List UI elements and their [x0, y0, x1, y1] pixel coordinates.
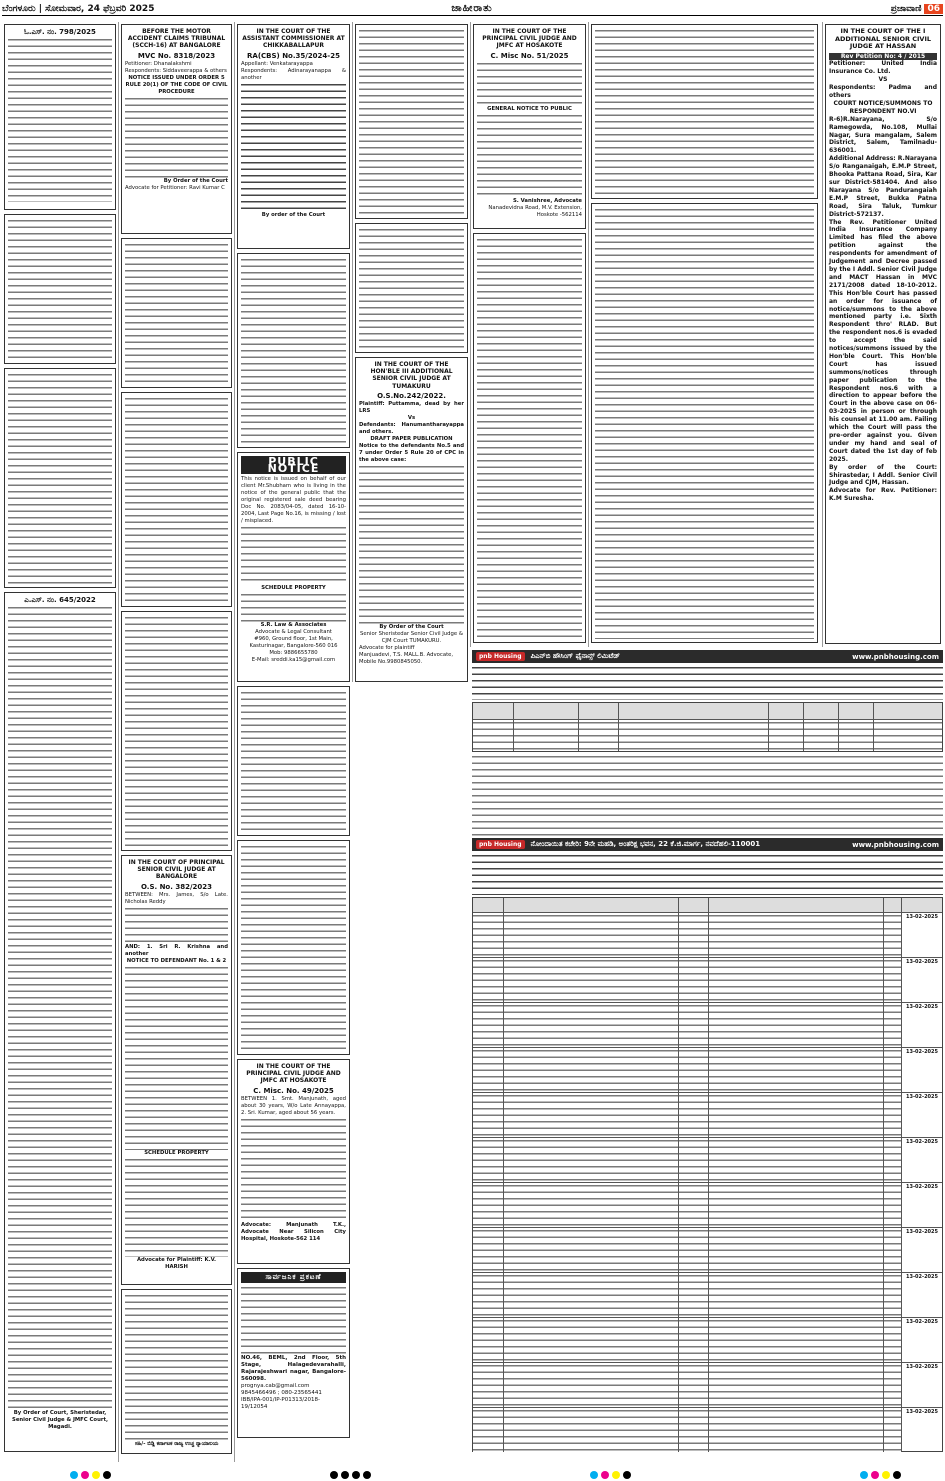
pnb-title: ನೋಂದಾಯಿತ ಕಚೇರಿ: 9ನೇ ಮಹಡಿ, ಅಂತರಿಕ್ಷ ಭವನ, 22 ಕೆ.ಜಿ.ಮಾರ್ಗ, ನವದೆಹಲಿ-110001: [530, 840, 761, 848]
masthead-section: ಜಾಹೀರಾತು: [451, 3, 493, 14]
table-row: [473, 957, 942, 1002]
notice-body: BETWEEN 1. Smt. Manjunath, aged about 30 years, W/o Late Annayappa, 2. Sri. Kumar, aged about 56 years.: [241, 1095, 346, 1116]
court-notice: [121, 392, 232, 607]
notice-text: [8, 372, 112, 584]
table-row: [473, 1407, 942, 1452]
table-row: [473, 1137, 942, 1182]
terms-text: [472, 754, 943, 842]
column-7: [822, 22, 943, 647]
advocate: Advocate for Petitioner: Ravi Kumar C: [125, 184, 225, 191]
court-notice: [591, 203, 818, 643]
auction-date: 13-02-2025: [901, 1048, 942, 1092]
registration-marks: [590, 1471, 631, 1479]
court-notice: [237, 253, 350, 448]
pnb-header: [472, 838, 943, 851]
phone: 9845466496 ; 080-23565441: [241, 1390, 322, 1396]
notice-text: [595, 28, 814, 195]
auction-date: 13-02-2025: [901, 913, 942, 957]
notice-heading: IN THE COURT OF THE HON'BLE III ADDITIONAL SENIOR CIVIL JUDGE AT TUMAKURU: [370, 361, 453, 390]
notice-text: [8, 605, 112, 1410]
cyan-dot: [590, 1471, 598, 1479]
masthead-date: ಬೆಂಗಳೂರು | ಸೋಮವಾರ, 24 ಫೆಬ್ರವರಿ 2025: [2, 3, 155, 14]
notice-text: [359, 464, 464, 624]
case-number: C. Misc No. 51/2025: [490, 51, 569, 60]
email: prognya.cab@gmail.com: [241, 1383, 310, 1389]
ac-notice: [237, 24, 350, 249]
notice-text: [477, 237, 582, 639]
cyan-dot: [860, 1471, 868, 1479]
notice-body: The Rev. Petitioner United India Insurance Company Limited has filed the above petition against the respondents for amendment of Judgement and Decree passed by the I Addl. Senior Civil Judge and MACT Hassan in MVC 2171/2008 dated 18-10-2012. This Hon'ble Court has passed an order for issuance of notice/summons to the above mentioned party i.e. Sixth Respondent thro' RLAD. But the respondent nos.6 is evaded to accept the said notices/summons issued by the Hon'ble Court. This Hon'ble Court has issued summons/notices through paper publication to the Respondent nos.6 with a direction to appear before the Court in the above case on 06-03-2025 in person or through his counsel at 11.00 am. Failing which the Court will pass the pre-order against you. Given under my hand and seal of Court dated the 1st day of feb 2025.: [829, 218, 937, 463]
auction-date: 13-02-2025: [901, 1318, 942, 1362]
notice-text: [125, 965, 228, 1150]
notice-text: [241, 257, 346, 444]
table-row: [473, 1362, 942, 1407]
notice-text: [472, 665, 943, 700]
registration-number: IBB/IPA-001/IP-P01313/2018-19/12054: [241, 1397, 321, 1410]
cyan-dot: [70, 1471, 78, 1479]
black-dot: [363, 1471, 371, 1479]
court-notice: [237, 686, 350, 836]
column-1: [2, 22, 118, 1462]
rev-petition-notice: [825, 24, 941, 644]
pnb-header: [472, 650, 943, 663]
table-row: [473, 1272, 942, 1317]
notice-heading: IN THE COURT OF THE I ADDITIONAL SENIOR CIVIL JUDGE AT HASSAN: [834, 27, 932, 50]
notice-heading: IN THE COURT OF THE ASSISTANT COMMISSIONER AT CHIKKABALLAPUR: [242, 28, 345, 50]
cmisc-notice: [473, 24, 586, 229]
yellow-dot: [92, 1471, 100, 1479]
auction-table: [472, 897, 943, 1452]
court-notice: [121, 238, 232, 388]
registration-marks: [860, 1471, 901, 1479]
cmisc-notice: [237, 1059, 350, 1264]
case-number: ಓ.ಎಸ್. ನಂ. 798/2025: [24, 28, 96, 36]
court-order: By order of the Court: [261, 211, 326, 218]
auction-date: 13-02-2025: [901, 1273, 942, 1317]
notice-text: [477, 113, 582, 198]
case-number: MVC No. 8318/2023: [137, 51, 216, 60]
schedule-heading: SCHEDULE PROPERTY: [144, 1149, 209, 1156]
defendants: AND: 1. Sri R. Krishna and another: [125, 943, 228, 957]
table-row: [473, 719, 942, 751]
magenta-dot: [81, 1471, 89, 1479]
petitioner: Petitioner: Dhanalakshmi: [125, 60, 192, 67]
os-notice: [121, 855, 232, 1285]
auction-date: 13-02-2025: [901, 1003, 942, 1047]
notice-heading: IN THE COURT OF PRINCIPAL SENIOR CIVIL JUDGE AT BANGALORE: [128, 859, 225, 881]
notice-text: [125, 96, 228, 178]
brand-name: ಪ್ರಜಾವಾಣಿ: [890, 3, 922, 14]
table-row: [473, 1227, 942, 1272]
respondent-address: R-6)R.Narayana, S/o Ramegowda, No.108, Mullai Nagar, Sura mangalam, Salem District, Salem, Tamilnadu-636001.: [829, 115, 937, 155]
advocate: Manjuadevi, T.S. MALL.B. Advocate,: [359, 651, 454, 658]
versus: Vs: [407, 414, 416, 421]
petitioner: Petitioner: United India Insurance Co. Ltd.: [829, 60, 937, 76]
advocate: Advocate for Plaintiff: K.V. HARISH: [136, 1256, 217, 1270]
notice-text: [8, 218, 112, 360]
respondent-address-additional: Additional Address: R.Narayana S/o Ranganaigah, E.M.P Street, Bhooka Pattana Road, Sira, Kar sur District-581404. And also Narayana S/o Pandurangaiah E.M.P Street, Bukka Patna Road, Sira Taluk, Tumkur District-572137.: [829, 155, 937, 218]
notice-subheading: NOTICE TO DEFENDANT No. 1 & 2: [126, 957, 227, 964]
defendants: Defendants: Hanumantharayappa and others.: [359, 421, 464, 435]
notice-text: [241, 844, 346, 1051]
notice-text: [125, 906, 228, 944]
notice-subheading: COURT NOTICE/SUMMONS TO RESPONDENT NO.VI: [833, 99, 933, 115]
column-5: [470, 22, 588, 647]
notice-heading: IN THE COURT OF THE PRINCIPAL CIVIL JUDGE AND JMFC AT HOSAKOTE: [482, 28, 577, 50]
court-notice: [121, 611, 232, 851]
notice-text: [241, 1285, 346, 1355]
notice-text: [241, 1117, 346, 1222]
column-4: [352, 22, 470, 682]
column-2: [118, 22, 234, 1462]
table-header-row: [473, 898, 942, 912]
pnb-website: www.pnbhousing.com: [852, 652, 939, 661]
address: NO.46, BEML, 2nd Floor, 5th Stage, Halagedevarahalli, Rajarajeshwari nagar, Bangalore-560098.: [241, 1355, 346, 1382]
magenta-dot: [871, 1471, 879, 1479]
respondents: Respondents: Adinarayanappa & another: [241, 67, 346, 81]
court-signature: ಸಹಿ/- ಬಿಡ್ಡಿ ಕರ್ನಾಟಕ ರಾಜ್ಯ ಉಚ್ಚ ನ್ಯಾಯಾಲಯ: [134, 1441, 219, 1447]
advocate: S. Vanishree, Advocate: [512, 197, 582, 204]
schedule-heading: SCHEDULE PROPERTY: [261, 585, 326, 591]
black-dot: [623, 1471, 631, 1479]
court-notice: [4, 24, 116, 210]
plaintiff: BETWEEN: Mrs. James, S/o Late. Nicholas Reddy: [125, 891, 228, 905]
case-number: RA(CBS) No.35/2024-25: [247, 51, 340, 60]
case-number: ಎ.ಎಸ್. ನಂ. 645/2022: [24, 596, 96, 604]
appellant: Appellant: Venkatarayappa: [241, 60, 313, 67]
law-firm-email: E-Mail: sreddi.ka15@gmail.com: [251, 657, 336, 663]
black-dot: [341, 1471, 349, 1479]
magenta-dot: [601, 1471, 609, 1479]
law-firm-phone: Mob: 9886655780: [269, 650, 318, 656]
notice-text: [8, 37, 112, 202]
notice-text: [477, 61, 582, 106]
court-notice: [121, 1289, 232, 1454]
advocate-address: Nanadevidna Road, M.V. Extension, Hoskote -562114: [488, 204, 582, 218]
law-firm: S.R. Law & Associates: [260, 622, 327, 628]
pnb-title: ಪಿಎನ್‌ಬಿ ಹೌಸಿಂಗ್ ಫೈನಾನ್ಸ್ ಲಿಮಿಟೆಡ್: [530, 652, 620, 660]
schedule-text: [125, 1157, 228, 1257]
notice-text: [472, 853, 943, 895]
court-order: By Order of the Court: [379, 623, 444, 630]
public-notice-heading: PUBLIC NOTICE: [241, 456, 346, 474]
notice-text: [241, 525, 346, 585]
plaintiff: Plaintiff: Puttamma, dead by her LRS: [359, 400, 464, 414]
court-notice: [355, 223, 468, 353]
notice-subheading: GENERAL NOTICE TO PUBLIC: [487, 105, 572, 112]
pnb-housing-notice-1: [472, 650, 943, 832]
auction-date: 13-02-2025: [901, 1183, 942, 1227]
schedule-text: [241, 592, 346, 622]
law-firm-title: Advocate & Legal Consultant: [255, 629, 332, 635]
court-notice: [355, 24, 468, 219]
pnb-logo: pnb Housing: [476, 652, 525, 661]
auction-date: 13-02-2025: [901, 1093, 942, 1137]
public-notice-ka: [237, 1268, 350, 1438]
yellow-dot: [612, 1471, 620, 1479]
pnb-logo: pnb Housing: [476, 840, 525, 849]
case-number: O.S. No. 382/2023: [140, 882, 212, 891]
yellow-dot: [882, 1471, 890, 1479]
court-signature: By Order of Court, Sheristedar, Senior Civil Judge & JMFC Court, Magadi.: [12, 1410, 108, 1430]
advocate: Advocate for Rev. Petitioner: K.M Suresha.: [829, 487, 937, 503]
black-dot: [330, 1471, 338, 1479]
public-notice-body: This notice is issued on behalf of our client Mr.Shubham who is living in the notice of the general public that the original registered sale deed bearing Doc No. 2083/04-05, dated 16-10-2004, Last Page No.16, is missing / lost / misplaced.: [241, 476, 346, 524]
table-row: [473, 1317, 942, 1362]
auction-date: 13-02-2025: [901, 1363, 942, 1407]
column-6: [588, 22, 820, 647]
law-firm-address: #960, Ground floor, 1st Main, Kasturinagar, Bangalore-560 016: [249, 636, 338, 649]
respondents: Respondents: Siddaveerappa & others: [125, 67, 227, 74]
black-dot: [352, 1471, 360, 1479]
court-notice: [237, 840, 350, 1055]
black-dot: [103, 1471, 111, 1479]
notice-intro: Notice to the defendants No.5 and 7 under Order 5 Rule 20 of CPC in the above case:: [359, 442, 464, 463]
court-notice: [473, 233, 586, 643]
notice-subheading: NOTICE ISSUED UNDER ORDER 5 RULE 20(1) OF THE CODE OF CIVIL PROCEDURE: [125, 74, 228, 95]
registration-marks: [70, 1471, 111, 1479]
table-row: [473, 1182, 942, 1227]
court-order: By order of the Court: Shirastedar, I Addl. Senior Civil Judge and CJM, Hassan.: [829, 463, 937, 487]
auction-date: 13-02-2025: [901, 958, 942, 1002]
versus: VS: [878, 76, 888, 84]
masthead-brand: [891, 4, 943, 14]
notice-text: [359, 28, 464, 215]
advocate-label: Advocate for plaintiff: [359, 644, 415, 651]
court-notice: [4, 592, 116, 1452]
auction-date: 13-02-2025: [901, 1138, 942, 1182]
notice-text: [359, 227, 464, 349]
court-notice: [591, 24, 818, 199]
notice-heading: BEFORE THE MOTOR ACCIDENT CLAIMS TRIBUNAL (SCCH-16) AT BANGALORE: [127, 28, 226, 50]
mvc-notice: [121, 24, 232, 234]
masthead: [2, 2, 943, 16]
notice-subheading: DRAFT PAPER PUBLICATION: [370, 435, 453, 442]
court-notice: [4, 214, 116, 364]
table-header-row: [473, 703, 942, 719]
table-row: [473, 912, 942, 957]
notice-text: [241, 82, 346, 212]
auction-date: 13-02-2025: [901, 1228, 942, 1272]
court-signature: Senior Sheristedar Senior Civil Judge & CJM Court TUMAKURU.: [360, 630, 463, 644]
notice-text: [241, 690, 346, 832]
respondents: Respondents: Padma and others: [829, 84, 937, 100]
advocate-phone: Mobile No.9980845050.: [359, 658, 423, 665]
case-number: O.S.No.242/2022.: [377, 391, 446, 400]
notice-text: [595, 207, 814, 639]
notice-text: [125, 615, 228, 847]
court-notice: [4, 368, 116, 588]
case-number: Rev Petition No: 4 / 2015: [829, 53, 937, 61]
notice-heading: ಸಾರ್ವಜನಿಕ ಪ್ರಕಟಣೆ: [241, 1272, 346, 1283]
column-3: [234, 22, 352, 1462]
public-notice: [237, 452, 350, 682]
black-dot: [893, 1471, 901, 1479]
auction-date: 13-02-2025: [901, 1408, 942, 1452]
property-table: [472, 702, 943, 752]
pnb-housing-notice-2: [472, 838, 943, 1460]
advocate: Advocate: Manjunath T.K., Advocate Near Silicon City Hospital, Hoskote-562 114: [241, 1221, 346, 1242]
notice-heading: IN THE COURT OF THE PRINCIPAL CIVIL JUDGE AND JMFC AT HOSAKOTE: [246, 1063, 341, 1085]
court-order: By Order of the Court: [163, 177, 228, 184]
case-number: C. Misc. No. 49/2025: [253, 1086, 334, 1095]
registration-marks: [330, 1471, 371, 1479]
table-row: [473, 1092, 942, 1137]
notice-text: [125, 1293, 228, 1441]
table-row: [473, 1047, 942, 1092]
notice-text: [125, 396, 228, 603]
page-number: 06: [924, 4, 943, 14]
notice-text: [125, 242, 228, 384]
table-row: [473, 1002, 942, 1047]
pnb-website: www.pnbhousing.com: [852, 840, 939, 849]
os-notice: [355, 357, 468, 682]
